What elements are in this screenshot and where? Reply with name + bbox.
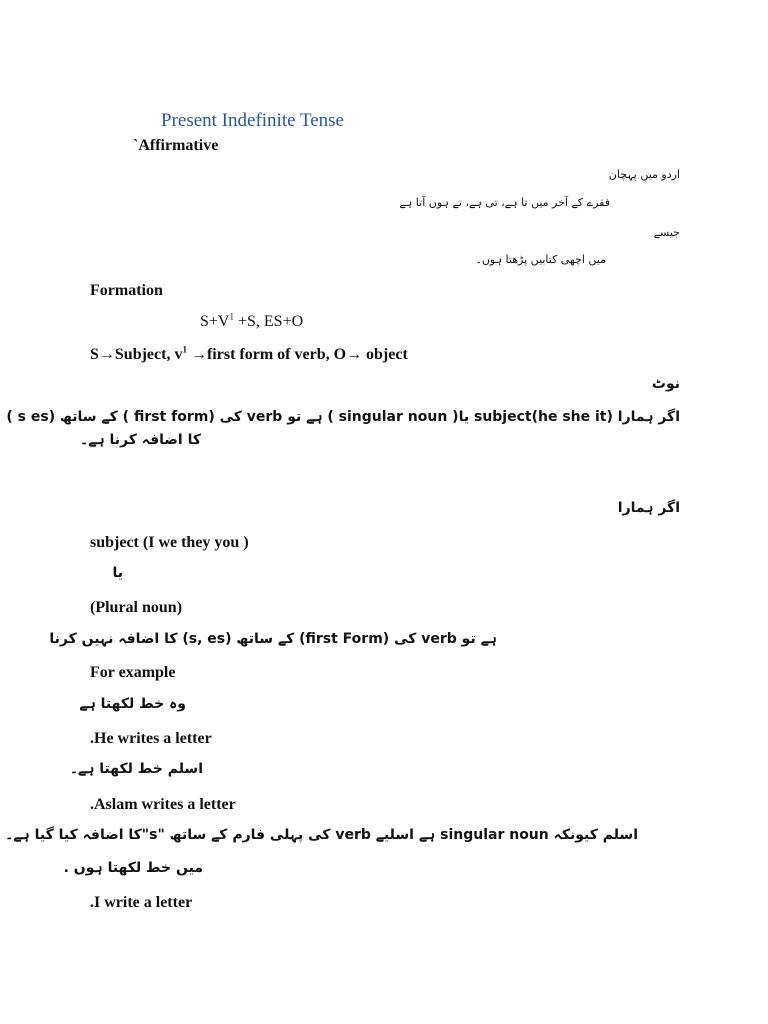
urdu-sentence-end-rule: فقرے کے آخر میں تا ہے، تی ہے، تے ہوں آتا ہے [399, 196, 610, 209]
example-1-urdu: وہ خط لکھتا ہے [79, 696, 186, 712]
arrow-icon: → [190, 346, 207, 363]
example-3-urdu: میں خط لکھتا ہوں . [63, 860, 203, 876]
formation-legend [90, 345, 408, 364]
plural-rule-line: ہے تو verb کی (first Form) کے ساتھ (s, es) کا اضافہ نہیں کرنا [49, 631, 497, 647]
example-2-urdu: اسلم خط لکھتا ہے۔ [69, 761, 203, 777]
example-1-english: .He writes a letter [90, 730, 212, 747]
legend-subject: Subject, v [114, 346, 183, 363]
legend-form: first form of verb, O [206, 346, 347, 363]
plural-noun-line: (Plural noun) [90, 599, 183, 616]
legend-object: object [362, 346, 408, 363]
note-heading: نوٹ [651, 376, 680, 392]
urdu-example-label: جیسے [653, 226, 680, 239]
page-title: Present Indefinite Tense [161, 110, 344, 131]
plural-or: یا [112, 565, 123, 581]
urdu-example-sentence: میں اچھی کتابیں پڑھتا ہوں۔ [475, 253, 606, 266]
formation-formula [200, 312, 303, 331]
arrow-icon: → [346, 346, 363, 363]
affirmative-heading: `Affirmative [133, 137, 219, 154]
formula-superscript: 1 [229, 311, 234, 322]
legend-superscript: 1 [182, 344, 187, 355]
example-2-english: .Aslam writes a letter [90, 796, 236, 813]
note-line-1: اگر ہمارا subject(he she it) یا( singular noun ) ہے تو verb کی (first form ) کے ساتھ (s es ) [6, 409, 680, 425]
plural-subject-line: subject (I we they you ) [90, 534, 249, 551]
formula-rest: +S, ES+O [233, 313, 304, 330]
for-example-heading: For example [90, 664, 176, 681]
note-line-2: کا اضافہ کرنا ہے۔ [80, 432, 201, 448]
legend-s: S [90, 346, 99, 363]
formula-main: S+V [200, 313, 230, 330]
arrow-icon: → [98, 346, 115, 363]
example-2-explanation: اسلم کیونکہ singular noun ہے اسلیے verb کی پہلی فارم کے ساتھ "s"کا اضافہ کیا گیا ہے۔ [5, 827, 638, 843]
plural-if-our: اگر ہمارا [617, 500, 680, 516]
formation-heading: Formation [90, 282, 163, 299]
urdu-identification-heading: اردو میں پہچان [608, 168, 680, 181]
example-3-english: .I write a letter [90, 894, 193, 911]
